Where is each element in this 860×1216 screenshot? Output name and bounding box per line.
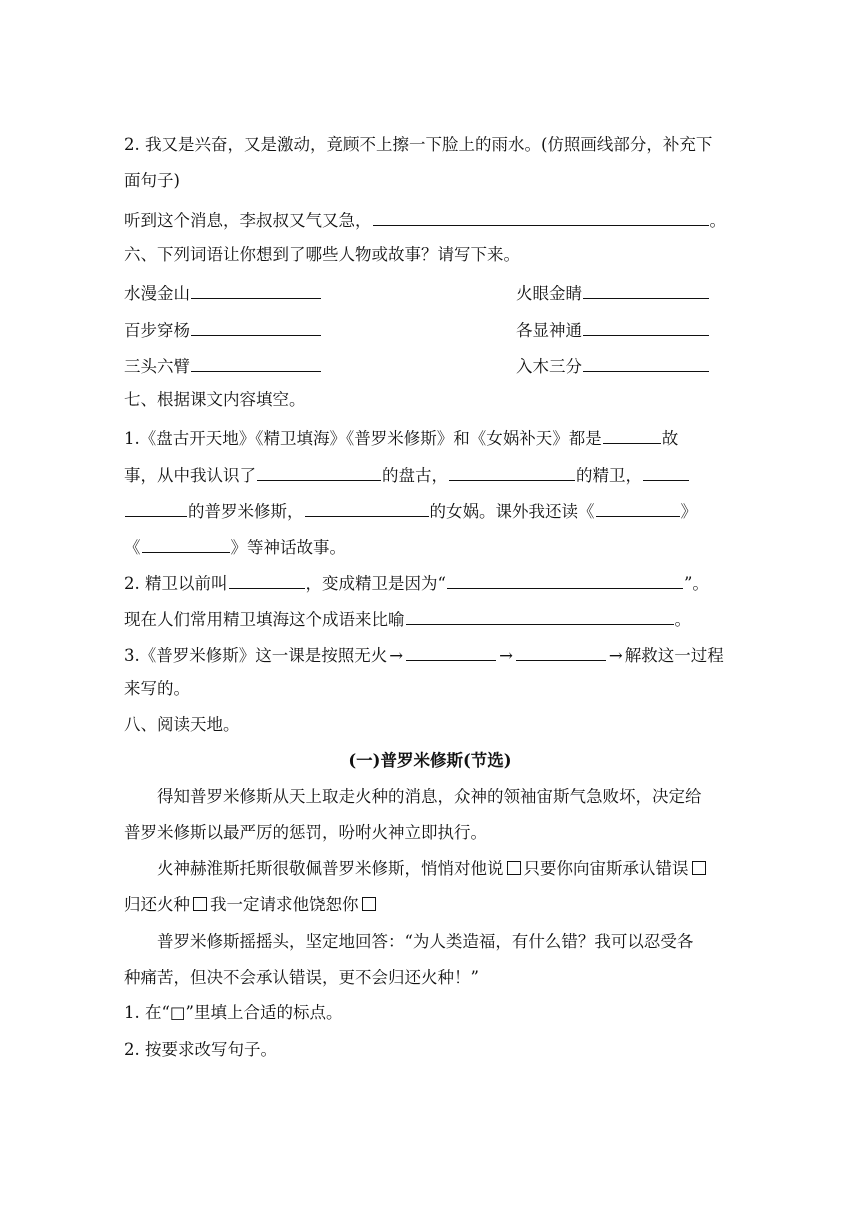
passage-text: 我一定请求他饶恕你 [210, 895, 359, 914]
q7-1-text: 的盘古， [382, 466, 448, 485]
section7-heading: 七、根据课文内容填空。 [124, 390, 306, 409]
passage-p2-line1 [124, 858, 748, 880]
arrow-right-icon: → [608, 646, 623, 665]
q7-1-text: 《 [124, 538, 141, 557]
arrow-right-icon: → [499, 646, 513, 665]
q5-2-suffix: 。 [709, 211, 726, 230]
passage-p1-line1: 得知普罗米修斯从天上取走火种的消息，众神的领袖宙斯气急败坏，决定给 [157, 787, 702, 806]
passage-text: 只要你向宙斯承认错误 [523, 859, 689, 878]
section6-heading: 六、下列词语让你想到了哪些人物或故事？请写下来。 [124, 245, 520, 264]
idiom: 各显神通 [516, 321, 582, 340]
punctuation-box[interactable] [362, 897, 376, 911]
section6-row2 [124, 317, 748, 342]
answer-blank[interactable] [603, 425, 661, 444]
passage-text: 火神赫淮斯托斯很敬佩普罗米修斯，悄悄对他说 [157, 859, 504, 878]
passage-p3-line1: 普罗米修斯摇摇头，坚定地回答：“为人类造福，有什么错？我可以忍受各 [157, 932, 694, 951]
q7-1-text: 的精卫， [576, 466, 642, 485]
q7-1-text: 事，从中我认识了 [124, 466, 256, 485]
idiom: 火眼金睛 [516, 284, 582, 303]
idiom: 水漫金山 [124, 284, 190, 303]
q5-2-line2: 面句子) [124, 171, 180, 190]
q7-2-line2 [124, 606, 748, 631]
passage-title: (一)普罗米修斯(节选) [348, 751, 512, 770]
punctuation-box[interactable] [692, 861, 706, 875]
answer-blank[interactable] [406, 606, 674, 625]
answer-blank[interactable] [191, 353, 321, 372]
q7-1-text: 故 [661, 429, 679, 448]
idiom: 入木三分 [516, 357, 582, 376]
task-2: 2. 按要求改写句子。 [124, 1040, 277, 1059]
section6-row3 [124, 353, 748, 378]
q7-2-text: ，变成精卫是因为“ [305, 574, 446, 593]
answer-blank[interactable] [191, 317, 321, 336]
answer-blank[interactable] [257, 462, 381, 481]
punctuation-box[interactable] [193, 897, 207, 911]
q7-2-text: 2. 精卫以前叫 [124, 574, 228, 593]
answer-blank[interactable] [305, 498, 429, 517]
answer-blank[interactable] [583, 317, 709, 336]
q7-2-text: ”。 [683, 574, 709, 593]
q7-1-line4 [124, 534, 748, 559]
q7-1-text: 的女娲。课外我还读《 [429, 502, 595, 521]
section6-row1 [124, 280, 748, 305]
arrow-right-icon: → [389, 646, 404, 665]
task-1: 1. 在“□”里填上合适的标点。 [124, 1003, 343, 1022]
q7-1-text: 1.《盘古开天地》《精卫填海》《普罗米修斯》和《女娲补天》都是 [124, 429, 602, 448]
answer-blank[interactable] [516, 642, 606, 661]
q5-2-line3 [124, 207, 748, 232]
answer-blank[interactable] [643, 462, 689, 481]
answer-blank[interactable] [191, 280, 321, 299]
answer-blank[interactable] [373, 207, 709, 226]
q7-3-line2: 来写的。 [124, 679, 190, 698]
passage-p3-line2: 种痛苦，但决不会承认错误，更不会归还火种！” [124, 968, 479, 987]
q7-1-line2 [124, 462, 748, 487]
answer-blank[interactable] [406, 642, 496, 661]
q5-2-prefix: 听到这个消息，李叔叔又气又急， [124, 211, 372, 230]
q7-1-text: 》等神话故事。 [230, 538, 346, 557]
q7-1-text: 的普罗米修斯， [188, 502, 304, 521]
q7-2-text: 。 [674, 610, 691, 629]
answer-blank[interactable] [596, 498, 680, 517]
answer-blank[interactable] [229, 570, 305, 589]
section8-heading: 八、阅读天地。 [124, 715, 240, 734]
q7-3-text: 解救这一过程 [624, 646, 724, 665]
answer-blank[interactable] [583, 353, 709, 372]
idiom: 三头六臂 [124, 357, 190, 376]
q5-2-line1: 2. 我又是兴奋，又是激动，竟顾不上擦一下脸上的雨水。(仿照画线部分，补充下 [124, 135, 713, 154]
passage-p1-line2: 普罗米修斯以最严厉的惩罚，吩咐火神立即执行。 [124, 823, 487, 842]
q7-3-text: 3.《普罗米修斯》这一课是按照无火 [124, 646, 388, 665]
q7-1-text: 》 [680, 502, 697, 521]
q7-1-line3 [124, 498, 748, 523]
q7-2-line1 [124, 570, 748, 595]
answer-blank[interactable] [142, 534, 230, 553]
idiom: 百步穿杨 [124, 321, 190, 340]
answer-blank[interactable] [449, 462, 575, 481]
q7-1-line1 [124, 425, 748, 450]
answer-blank[interactable] [447, 570, 683, 589]
answer-blank[interactable] [583, 280, 709, 299]
passage-text: 归还火种 [124, 895, 190, 914]
punctuation-box[interactable] [507, 861, 521, 875]
passage-p2-line2 [124, 894, 748, 916]
q7-3-line1 [124, 642, 748, 667]
q7-2-text: 现在人们常用精卫填海这个成语来比喻 [124, 610, 405, 629]
answer-blank[interactable] [125, 498, 187, 517]
